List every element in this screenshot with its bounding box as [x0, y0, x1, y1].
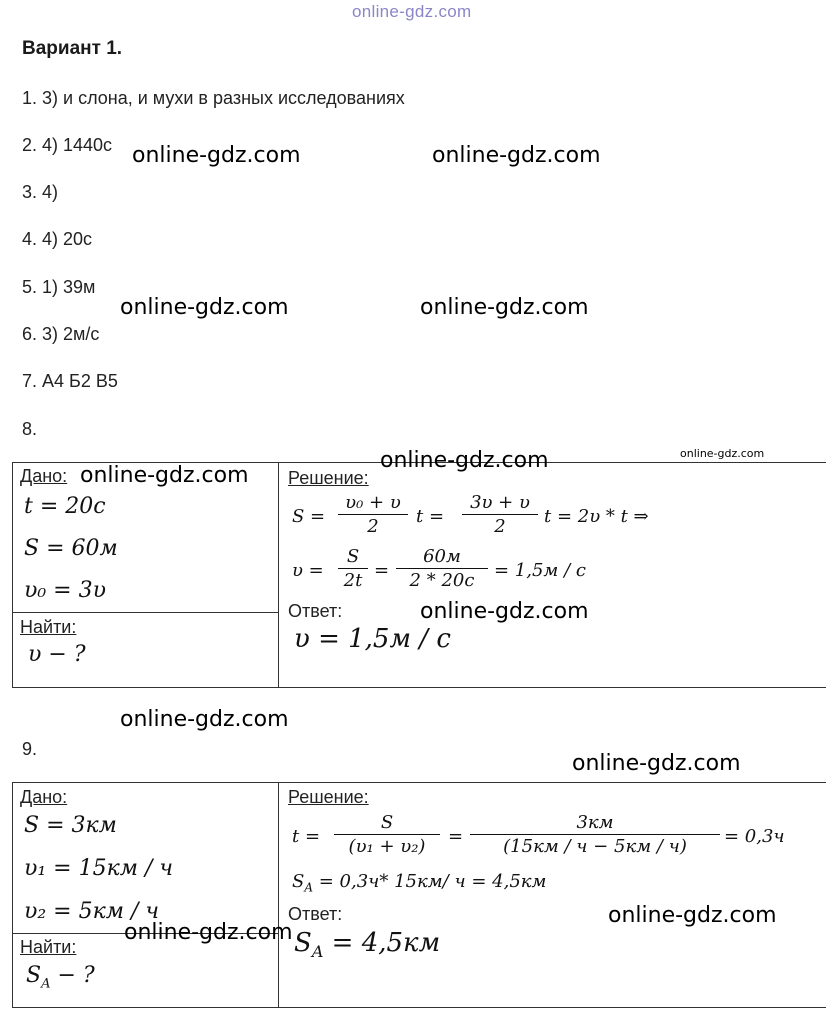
- fraction-bar: [462, 514, 538, 515]
- fraction-bar: [470, 834, 720, 835]
- equation-line: [292, 871, 546, 895]
- numerator: 60м: [423, 546, 461, 567]
- solution-label: Решение:: [288, 787, 369, 807]
- symbol: S: [294, 928, 312, 958]
- answer-value: υ = 1,5м / с: [294, 624, 451, 654]
- given-value: υ₂ = 5км / ч: [24, 899, 160, 924]
- watermark-text: online-gdz.com: [120, 707, 289, 732]
- given-label: Дано:: [20, 466, 68, 486]
- numerator: S: [380, 812, 394, 833]
- watermark-text: online-gdz.com: [80, 463, 249, 488]
- denominator: 2 * 20с: [409, 570, 475, 591]
- answer-label: Ответ:: [288, 904, 343, 924]
- fraction-bar: [338, 514, 408, 515]
- numerator: S: [346, 546, 360, 567]
- watermark-text: online-gdz.com: [124, 920, 293, 945]
- equation-part: t = 2υ * t ⇒: [544, 506, 649, 527]
- subscript: A: [311, 942, 324, 962]
- subscript: A: [304, 880, 314, 895]
- fraction: [338, 546, 368, 591]
- answer-5: 5. 1) 39м: [22, 277, 96, 297]
- top-watermark: online-gdz.com: [352, 2, 472, 21]
- equation-part: t =: [416, 506, 445, 527]
- find-label: Найти:: [20, 937, 77, 957]
- given-value: S = 3км: [24, 813, 117, 838]
- numerator: 3км: [576, 812, 614, 833]
- numerator: 3υ + υ: [470, 492, 530, 513]
- answer-4: 4. 4) 20с: [22, 229, 93, 249]
- given-label: Дано:: [20, 787, 68, 807]
- answer-rest: = 4,5км: [323, 928, 441, 958]
- equation-rest: = 0,3ч* 15км/ ч = 4,5км: [313, 871, 547, 892]
- fraction-bar: [396, 568, 488, 569]
- equation-part: υ =: [292, 560, 324, 581]
- answer-6: 6. 3) 2м/с: [22, 324, 100, 344]
- watermark-text: online-gdz.com: [120, 295, 289, 320]
- answer-value: [294, 928, 440, 961]
- answer-3: 3. 4): [22, 182, 59, 202]
- watermark-text: online-gdz.com: [432, 143, 601, 168]
- equation-part: = 1,5м / с: [494, 560, 586, 581]
- find-value: [26, 963, 95, 991]
- denominator: 2: [367, 516, 379, 537]
- given-value: υ₁ = 15км / ч: [24, 856, 174, 881]
- equation-part: =: [374, 560, 390, 581]
- symbol-rest: − ?: [50, 963, 95, 988]
- fraction: [470, 812, 720, 857]
- watermark-text: online-gdz.com: [680, 447, 765, 460]
- watermark-text: online-gdz.com: [420, 599, 589, 624]
- find-value: υ − ?: [28, 642, 86, 667]
- equation-part: S =: [292, 506, 326, 527]
- watermark-text: online-gdz.com: [572, 751, 741, 776]
- denominator: 2t: [343, 570, 363, 591]
- solution-label: Решение:: [288, 468, 369, 488]
- fraction-bar: [334, 834, 440, 835]
- symbol: S: [26, 963, 42, 988]
- answer-2: 2. 4) 1440с: [22, 135, 113, 155]
- denominator: (15км / ч − 5км / ч): [503, 836, 687, 857]
- watermark-text: online-gdz.com: [608, 903, 777, 928]
- equation-part: t =: [292, 826, 321, 847]
- answer-label: Ответ:: [288, 601, 343, 621]
- watermark-text: online-gdz.com: [380, 448, 549, 473]
- given-value: t = 20с: [24, 494, 106, 519]
- fraction: [334, 812, 440, 857]
- find-label: Найти:: [20, 617, 77, 637]
- fraction: [462, 492, 538, 537]
- answer-1: 1. 3) и слона, и мухи в разных исследованиях: [22, 88, 405, 108]
- equation-part: = 0,3ч: [724, 826, 785, 847]
- watermark-text: online-gdz.com: [132, 143, 301, 168]
- equation-part: =: [448, 826, 464, 847]
- numerator: υ₀ + υ: [345, 492, 401, 513]
- task-8-number: 8.: [22, 419, 38, 439]
- denominator: 2: [494, 516, 506, 537]
- page-title: Вариант 1.: [22, 38, 123, 59]
- fraction: [396, 546, 488, 591]
- task-9-number: 9.: [22, 739, 38, 759]
- denominator: (υ₁ + υ₂): [348, 836, 426, 857]
- answer-7: 7. А4 Б2 В5: [22, 371, 118, 391]
- fraction-bar: [338, 568, 368, 569]
- watermark-text: online-gdz.com: [420, 295, 589, 320]
- given-value: υ₀ = 3υ: [24, 578, 106, 603]
- given-value: S = 60м: [24, 536, 118, 561]
- subscript: A: [41, 976, 51, 992]
- fraction: [338, 492, 408, 537]
- symbol: S: [292, 871, 305, 892]
